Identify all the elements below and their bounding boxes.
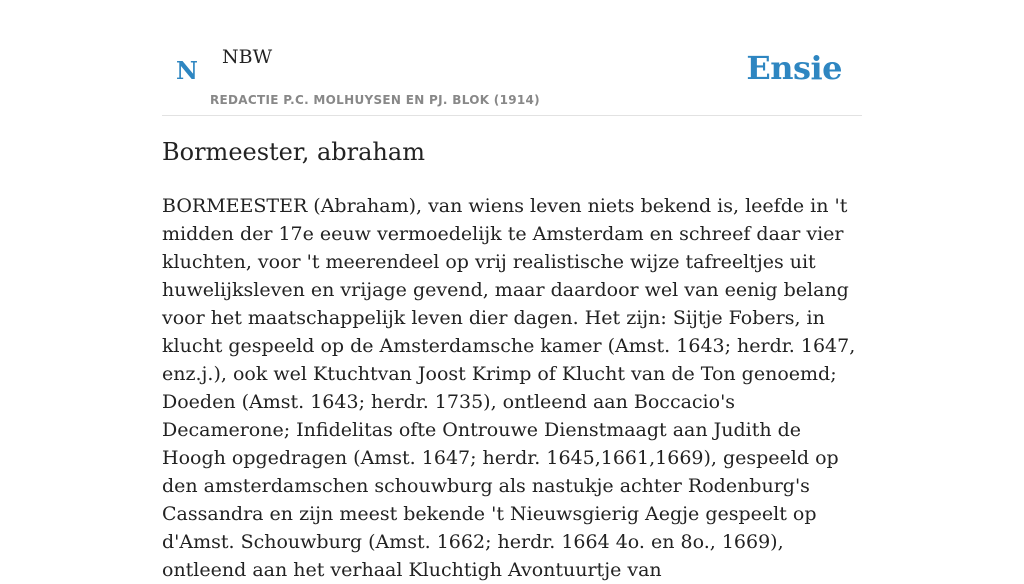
source-logo[interactable]: N [176,56,198,85]
source-title[interactable]: NBW [222,46,273,68]
source-subtitle: REDACTIE P.C. MOLHUYSEN EN PJ. BLOK (1914) [210,93,540,107]
page-header [162,40,862,116]
brand-logo[interactable]: Ensie [746,49,842,87]
entry-title: Bormeester, abraham [162,138,425,166]
entry-body: BORMEESTER (Abraham), van wiens leven niets bekend is, leefde in 't midden der 17e eeuw vermoedelijk te Amsterdam en schreef daar vier kluchten, voor 't meerendeel op vrij realistische wijze tafreeltjes uit huwelijksleven en vrijage gevend, maar daardoor wel van eenig belang voor het maatschappelijk leven dier dagen. Het zijn: Sijtje Fobers, in klucht gespeeld op de Amsterdamsche kamer (Amst. 1643; herdr. 1647, enz.j.), ook wel Ktuchtvan Joost Krimp of Klucht van de Ton genoemd; Doeden (Amst. 1643; herdr. 1735), ontleend aan Boccacio's Decamerone; Infidelitas ofte Ontrouwe Dienstmaagt aan Judith de Hoogh opgedragen (Amst. 1647; herdr. 1645,1661,1669), gespeeld op den amsterdamschen schouwburg als nastukje achter Rodenburg's Cassandra en zijn meest bekende 't Nieuwsgierig Aegje gespeelt op d'Amst. Schouwburg (Amst. 1662; herdr. 1664 4o. en 8o., 1669), ontleend aan het verhaal Kluchtigh Avontuurtje van [162,195,856,581]
